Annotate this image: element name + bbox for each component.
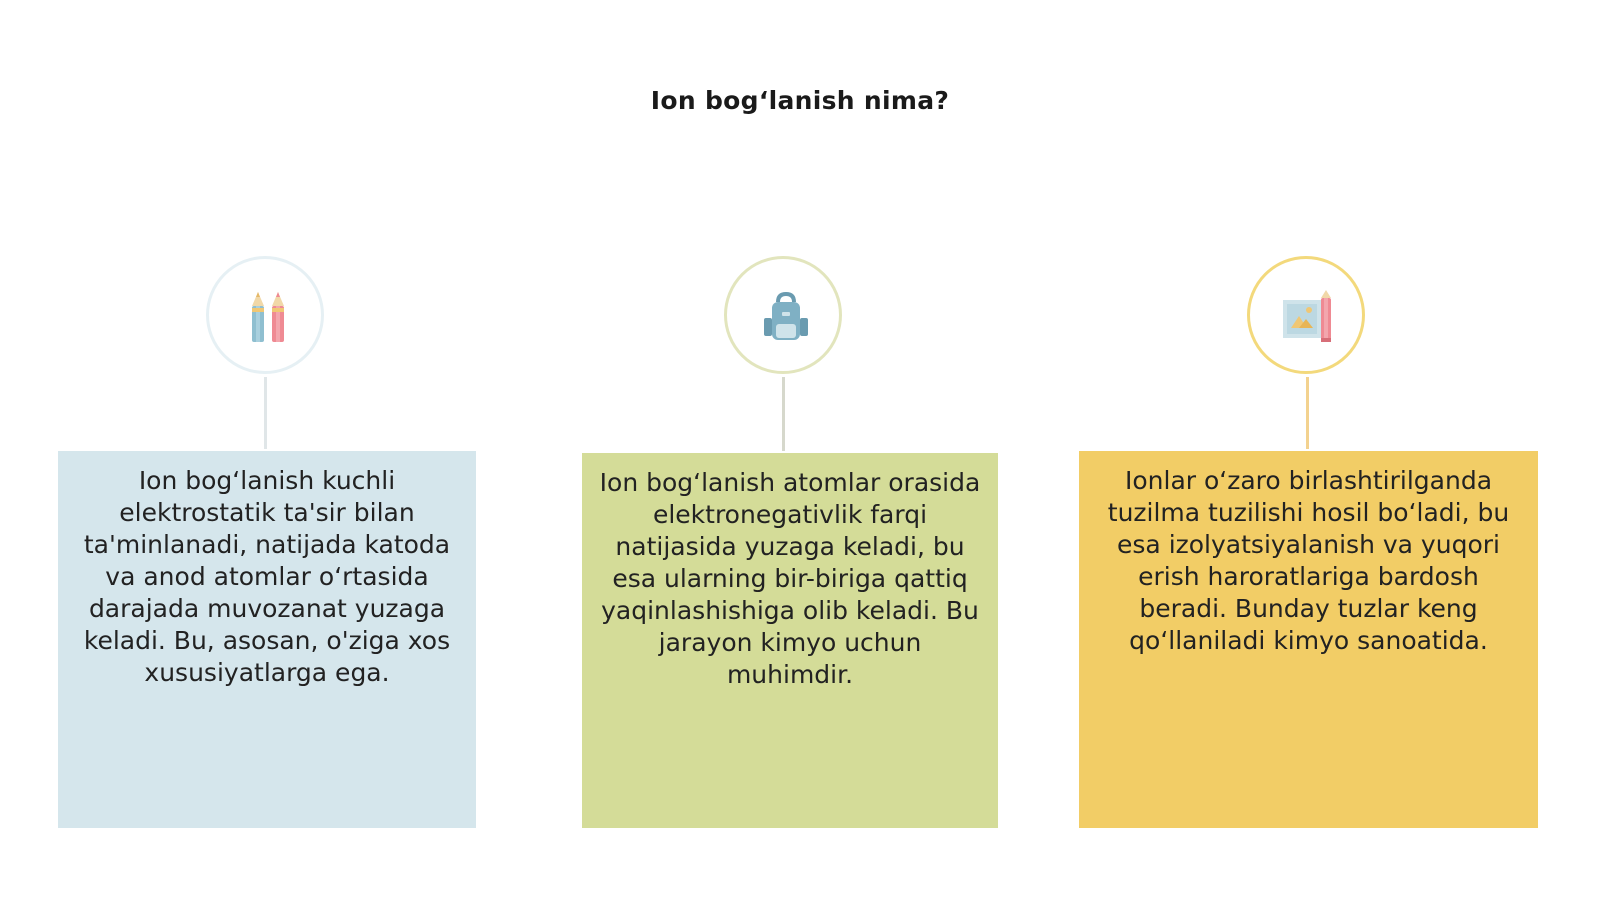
info-card [58,451,476,828]
card-text: Ionlar o‘zaro birlashtirilganda tuzilma tuzilishi hosil bo‘ladi, bu esa izolyatsiyalanish va yuqori erish haroratlariga bardosh beradi. Bunday tuzlar keng qo‘llaniladi kimyo sanoatida. [1107,466,1510,655]
info-card [582,453,998,828]
connector-line [782,377,785,451]
connector-line [264,377,267,449]
card-text: Ion bog‘lanish atomlar orasida elektronegativlik farqi natijasida yuzaga keladi, bu esa ularning bir-biriga qattiq yaqinlashishiga olib keladi. Bu jarayon kimyo uchun muhimdir. [599,468,981,689]
info-card [1079,451,1538,828]
picture-and-pencil-icon [1247,256,1365,374]
pencils-icon [206,256,324,374]
connector-line [1306,377,1309,449]
card-text: Ion bog‘lanish kuchli elektrostatik ta'sir bilan ta'minlanadi, natijada katoda va anod atomlar o‘rtasida darajada muvozanat yuzaga keladi. Bu, asosan, o'ziga xos xususiyatlarga ega. [83,466,451,687]
backpack-icon [724,256,842,374]
slide-title: Ion bog‘lanish nima? [650,86,950,115]
